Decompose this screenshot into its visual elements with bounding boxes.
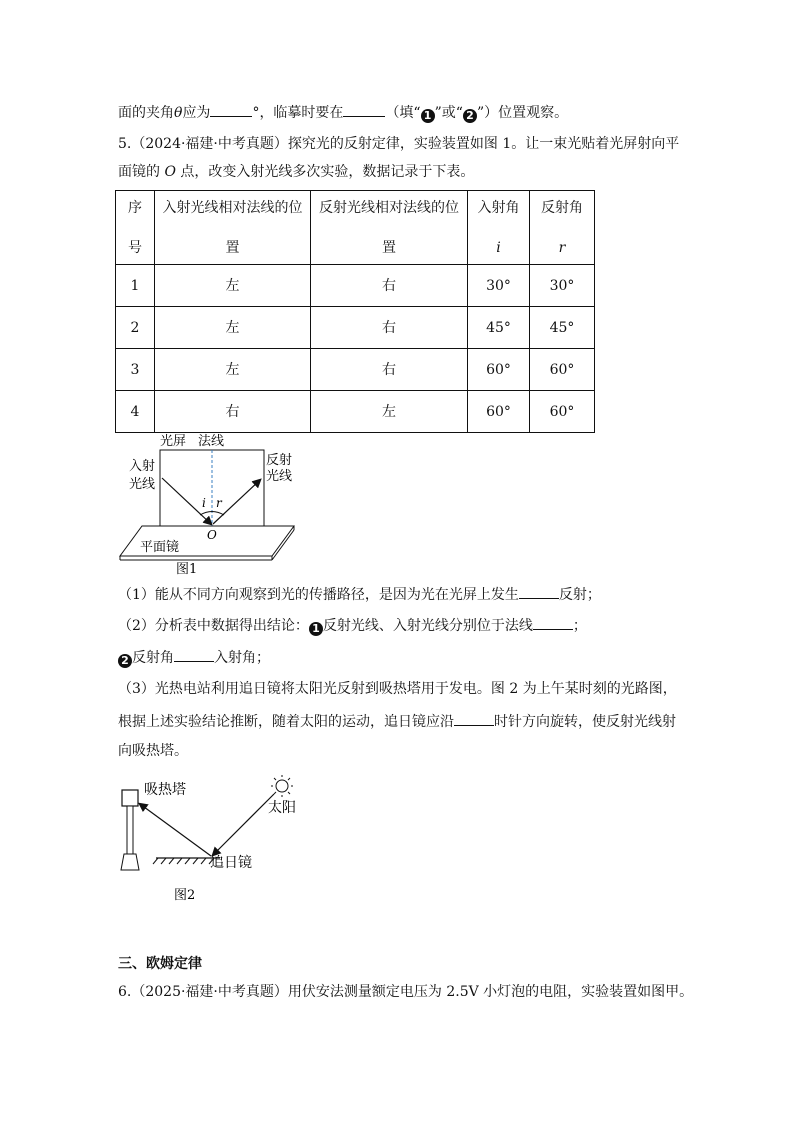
q5-stem-line1: 5.（2024·福建·中考真题）探究光的反射定律，实验装置如图 1。让一束光贴着光屏射向平 [118, 136, 680, 152]
table-header-row [116, 191, 595, 265]
label-r: r [216, 496, 222, 510]
table-cell: 右 [311, 307, 468, 349]
text: （2）分析表中数据得出结论： [118, 618, 309, 634]
text: ； [572, 618, 587, 634]
table-cell: 左 [155, 265, 311, 307]
text: 反射光线、入射光线分别位于法线 [322, 618, 533, 634]
table-cell: 左 [311, 391, 468, 433]
sub-question-2-part2 [118, 647, 270, 668]
tower-base-shape [121, 854, 139, 870]
text: ”）位置观察。 [476, 105, 569, 121]
reflected-ray-to-tower [140, 804, 211, 856]
q5-stem-line2 [118, 162, 474, 182]
section-title: 三、欧姆定律 [118, 956, 202, 972]
table-cell: 45° [530, 307, 595, 349]
header-incident-angle: 入射角 i [468, 191, 530, 265]
sub-question-3-line3: 向吸热塔。 [118, 743, 188, 759]
text: 入射角； [214, 650, 270, 666]
header-reflect-angle: 反射角 r [530, 191, 595, 265]
q6-stem-line1: 6.（2025·福建·中考真题）用伏安法测量额定电压为 2.5V 小灯泡的电阻，实验装置如图甲。 [118, 984, 694, 1000]
sub-question-1 [118, 584, 601, 605]
text: ”或“ [434, 105, 463, 121]
table-row [116, 391, 595, 433]
circled-number-2: 2 [463, 109, 477, 123]
figure-2-caption: 图2 [174, 888, 196, 903]
answer-blank[interactable] [519, 584, 559, 599]
label-tower: 吸热塔 [144, 782, 186, 798]
text: 面的夹角 [118, 105, 174, 121]
tower-pole-shape [127, 806, 133, 854]
table-cell: 60° [530, 391, 595, 433]
table-row [116, 307, 595, 349]
text: 反射角 [132, 650, 174, 666]
tower-receiver-shape [122, 790, 138, 806]
label-heliostat: 追日镜 [210, 855, 252, 871]
header-seq: 序 号 [116, 191, 155, 265]
label-i: i [202, 496, 206, 510]
text: 时针方向旋转，使反射光线射 [494, 714, 676, 730]
text: （1）能从不同方向观察到光的传播路径，是因为光在光屏上发生 [118, 587, 519, 603]
text: 应为 [182, 105, 211, 121]
theta-symbol: θ [174, 105, 183, 121]
prev-question-tail [118, 102, 568, 123]
answer-blank[interactable] [533, 615, 573, 630]
table-cell: 左 [155, 307, 311, 349]
text: 点，改变入射光线多次实验，数据记录于下表。 [175, 164, 475, 180]
text: 根据上述实验结论推断，随着太阳的运动，追日镜应沿 [118, 714, 454, 730]
table-cell: 4 [116, 391, 155, 433]
answer-blank[interactable] [210, 102, 252, 117]
header-incident-position: 入射光线相对法线的位 置 [155, 191, 311, 265]
circled-number-1: 1 [309, 622, 323, 636]
sun-ray [213, 794, 274, 855]
table-cell: 右 [155, 391, 311, 433]
reflection-data-table [115, 190, 595, 433]
table-cell: 60° [468, 391, 530, 433]
table-cell: 30° [468, 265, 530, 307]
text: （填“ [385, 105, 421, 121]
figure-2-diagram [112, 772, 302, 907]
text: 反射； [558, 587, 601, 603]
answer-blank[interactable] [343, 102, 385, 117]
table-cell: 1 [116, 265, 155, 307]
circled-number-1: 1 [421, 109, 435, 123]
label-screen: 光屏 [160, 434, 187, 449]
figure-1-diagram [112, 430, 312, 578]
table-row [116, 349, 595, 391]
point-o: O [164, 164, 176, 180]
sub-question-3-line2 [118, 711, 676, 732]
table-cell: 左 [155, 349, 311, 391]
circled-number-2: 2 [118, 654, 132, 668]
table-cell: 右 [311, 349, 468, 391]
sub-question-2 [118, 615, 587, 636]
table-cell: 45° [468, 307, 530, 349]
label-incident-2: 光线 [129, 477, 156, 492]
answer-blank[interactable] [174, 647, 214, 662]
text: 面镜的 [118, 164, 165, 180]
table-cell: 60° [530, 349, 595, 391]
answer-blank[interactable] [454, 711, 494, 726]
sun-icon [271, 775, 293, 797]
label-mirror: 平面镜 [140, 540, 180, 555]
label-reflect-2: 光线 [266, 469, 293, 484]
label-o: O [207, 528, 217, 542]
table-cell: 右 [311, 265, 468, 307]
text: °，临摹时要在 [252, 105, 344, 121]
label-sun: 太阳 [268, 800, 296, 816]
table-cell: 30° [530, 265, 595, 307]
label-reflect-1: 反射 [266, 453, 293, 468]
table-cell: 60° [468, 349, 530, 391]
header-reflect-position: 反射光线相对法线的位 置 [311, 191, 468, 265]
label-normal: 法线 [198, 434, 225, 449]
label-incident-1: 入射 [129, 459, 156, 474]
table-cell: 3 [116, 349, 155, 391]
table-row [116, 265, 595, 307]
figure-1-caption: 图1 [176, 562, 198, 577]
sub-question-3-line1: （3）光热电站利用追日镜将太阳光反射到吸热塔用于发电。图 2 为上午某时刻的光路图， [118, 681, 677, 697]
table-cell: 2 [116, 307, 155, 349]
